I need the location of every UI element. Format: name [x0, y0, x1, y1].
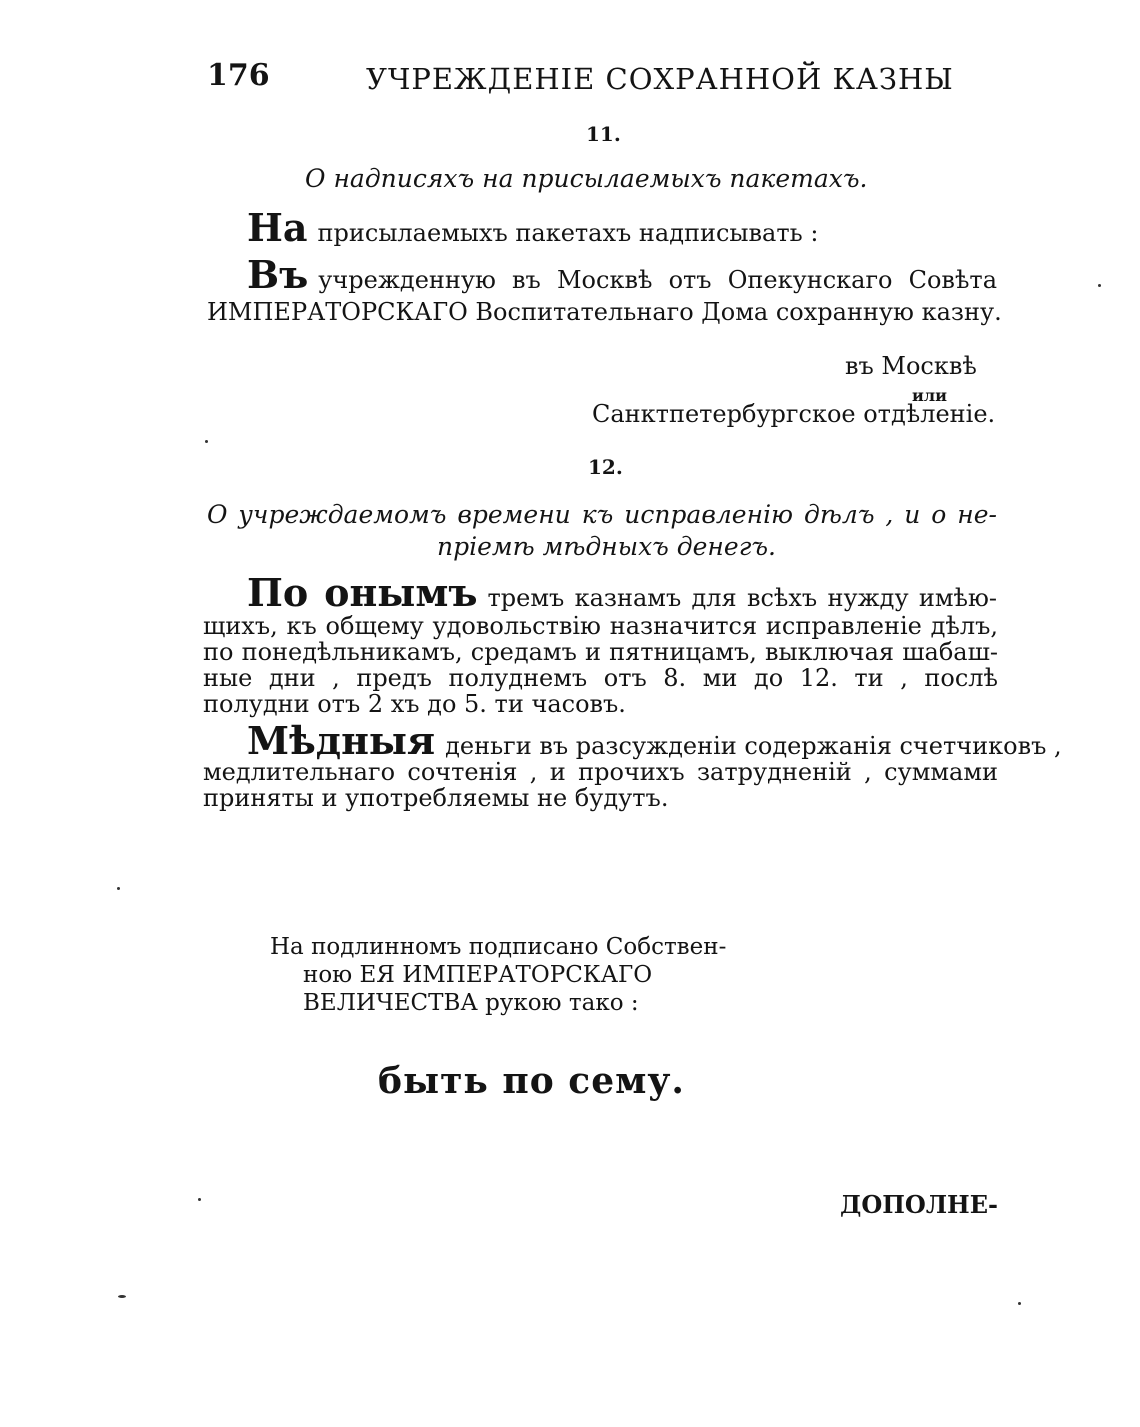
text-line: присылаемыхъ пакетахъ надписывать :	[317, 219, 819, 247]
signature-line-3: ВЕЛИЧЕСТВА рукою тако :	[303, 990, 639, 1016]
address-or: или	[912, 386, 948, 405]
drop-initial: По онымъ	[247, 570, 478, 615]
text-line: учрежденную въ Москвѣ отъ Опекунскаго Совѣта	[318, 266, 997, 294]
text-line: тремъ казнамъ для всѣхъ нужду имѣю-	[487, 584, 997, 612]
scan-speck	[1018, 1302, 1021, 1305]
catchword: ДОПОЛНЕ-	[840, 1190, 998, 1219]
drop-initial: Мѣдныя	[247, 718, 436, 763]
page-number: 176	[207, 58, 270, 93]
section-12-paragraph-2	[247, 718, 1062, 763]
section-11-paragraph-2-line-2	[207, 298, 1002, 326]
paragraph-line: полудни отъ 2 хъ до 5. ти часовъ.	[203, 690, 626, 718]
scan-speck	[1098, 284, 1101, 287]
signature-line-1: На подлинномъ подписано Собствен-	[270, 934, 727, 960]
scan-speck	[118, 1295, 126, 1298]
paragraph-line: ные дни , предъ полуднемъ отъ 8. ми до 12. ти , послѣ	[203, 664, 998, 692]
closing-formula: быть по сему.	[378, 1060, 685, 1102]
scan-speck	[205, 440, 208, 443]
scan-speck	[117, 887, 120, 890]
paragraph-line: приняты и употребляемы не будутъ.	[203, 784, 669, 812]
drop-initial: Въ	[247, 252, 309, 297]
section-11-paragraph-1	[247, 205, 818, 250]
paragraph-line: по понедѣльникамъ, средамъ и пятницамъ, выключая шабаш-	[203, 638, 998, 666]
signature-line-2: ною ЕЯ ИМПЕРАТОРСКАГО	[303, 962, 653, 988]
section-12-heading-line-2: пріемѣ мѣдныхъ денегъ.	[437, 532, 776, 561]
scan-speck	[198, 1198, 201, 1201]
section-12-heading-line-1: О учреждаемомъ времени къ исправленію дѣлъ , и о не-	[207, 500, 997, 529]
section-11-number: 11.	[586, 122, 621, 146]
section-12-number: 12.	[588, 455, 623, 479]
section-12-paragraph-1	[247, 570, 997, 615]
address-moscow: въ Москвѣ	[845, 352, 977, 380]
section-11-heading: О надписяхъ на присылаемыхъ пакетахъ.	[305, 164, 868, 193]
running-title: УЧРЕЖДЕНІЕ СОХРАННОЙ КАЗНЫ	[366, 62, 954, 96]
drop-initial: На	[247, 205, 308, 250]
text-line: деньги въ разсужденіи содержанія счетчиковъ ,	[445, 732, 1062, 760]
section-11-paragraph-2	[247, 252, 997, 297]
text-line: ИМПЕРАТОРСКАГО Воспитательнаго Дома сохранную казну.	[207, 298, 1002, 326]
paragraph-line: щихъ, къ общему удовольствію назначится исправленіе дѣлъ,	[203, 612, 998, 640]
address-spb: Санктпетербургское отдѣленіе.	[592, 400, 996, 428]
paragraph-line: медлительнаго сочтенія , и прочихъ затрудненій , суммами	[203, 758, 998, 786]
